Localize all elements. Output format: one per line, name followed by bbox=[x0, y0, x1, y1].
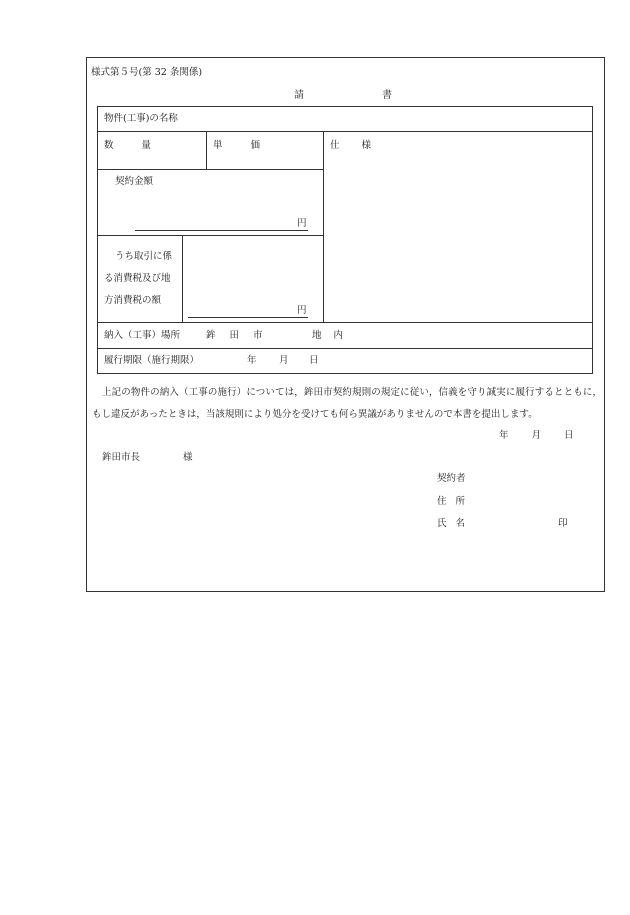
submission-date: 年 月 日 bbox=[499, 430, 574, 441]
seal-mark: 印 bbox=[558, 518, 568, 529]
document-title: 請書 bbox=[294, 90, 470, 101]
city-name: 鉾田市 bbox=[206, 330, 277, 341]
quantity-label: 数量 bbox=[104, 140, 180, 151]
deadline-month: 月 bbox=[279, 355, 289, 366]
tax-label-line1: うち取引に係 bbox=[115, 251, 173, 262]
honorific: 様 bbox=[183, 452, 193, 463]
row-divider bbox=[97, 348, 593, 349]
row-divider bbox=[97, 322, 593, 323]
address-label: 住所 bbox=[437, 496, 475, 507]
district-label: 地内 bbox=[312, 330, 356, 341]
deadline-year: 年 bbox=[247, 355, 257, 366]
unit-price-label: 単価 bbox=[213, 140, 289, 151]
tax-label-line2: る消費税及び地 bbox=[104, 273, 171, 284]
delivery-place-label: 納入（工事）場所 bbox=[104, 330, 181, 341]
contract-amount-label: 契約金額 bbox=[115, 176, 154, 187]
form-number: 様式第５号(第 32 条関係) bbox=[91, 67, 203, 78]
column-divider bbox=[206, 131, 207, 169]
deadline-label: 履行期限（施行期限） bbox=[104, 355, 200, 366]
name-label: 氏名 bbox=[437, 518, 475, 529]
addressee-mayor: 鉾田市長 bbox=[102, 452, 141, 463]
spec-label: 仕様 bbox=[330, 140, 394, 151]
deadline-day: 日 bbox=[309, 355, 319, 366]
item-name-label: 物件(工事)の名称 bbox=[104, 113, 178, 124]
column-divider bbox=[323, 131, 324, 322]
pledge-paragraph: 上記の物件の納入（工事の施行）については，鉾田市契約規則の規定に従い，信義を守り誠実に履行するとともに，もし違反があったときは，当該規則により処分を受けても何ら異議がありませんので本書を提出します。 bbox=[92, 387, 602, 420]
contract-amount-field bbox=[135, 218, 308, 231]
tax-label-line3: 方消費税の額 bbox=[104, 295, 162, 306]
yen-unit: 円 bbox=[297, 305, 307, 316]
row-divider bbox=[97, 235, 324, 236]
contractor-label: 契約者 bbox=[437, 473, 466, 484]
yen-unit: 円 bbox=[297, 218, 307, 229]
row-divider bbox=[97, 169, 324, 170]
tax-amount-field bbox=[188, 305, 308, 318]
column-divider bbox=[182, 235, 183, 322]
row-divider bbox=[97, 131, 593, 132]
